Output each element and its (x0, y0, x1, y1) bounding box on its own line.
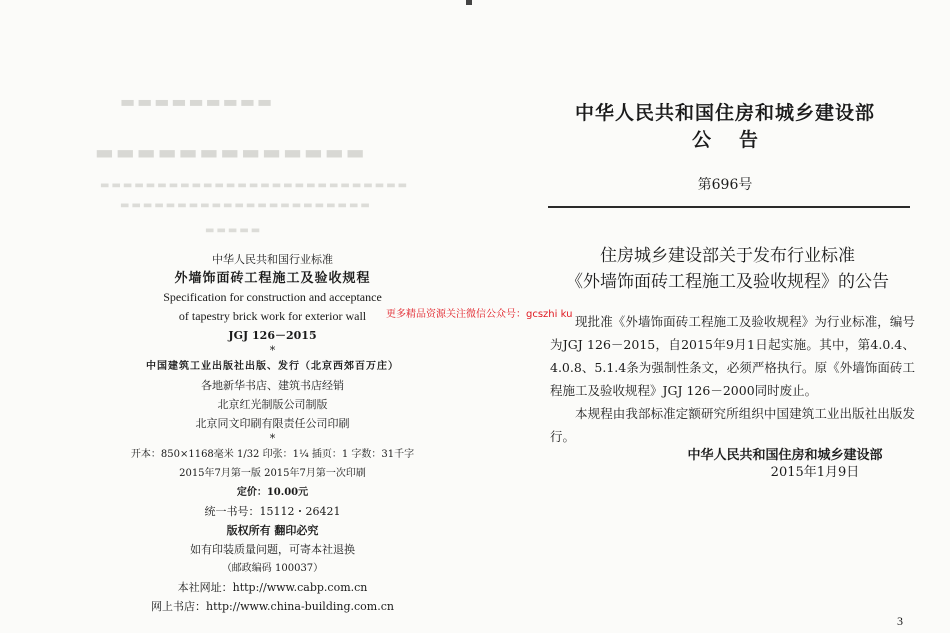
standard-code: JGJ 126－2015 (228, 329, 317, 342)
watermark-text: 更多精品资源关注微信公众号：gcszhi ku (386, 309, 573, 320)
separator-star: * (269, 344, 276, 357)
scan-mark (466, 0, 472, 5)
printer-line: 北京同文印刷有限责任公司印刷 (195, 417, 350, 430)
price-line: 定价：10.00元 (236, 487, 309, 498)
announcement-title-line-2: 《外墙饰面砖工程施工及验收规程》的公告 (566, 272, 889, 292)
announcement-paragraph: 现批准《外墙饰面砖工程施工及验收规程》为行业标准，编号为JGJ 126－2015，自2015年9月1日起实施。其中，第4.0.4、4.0.8、5.1.4条为强制性条文，必须严格执行。原《外墙饰面砖工程施工及验收规程》JGJ 126－2000同时废止。 (550, 314, 915, 398)
standard-series: 中华人民共和国行业标准 (212, 253, 333, 266)
book-number-line: 统一书号：15112・26421 (204, 505, 341, 518)
standard-title-cn: 外墙饰面砖工程施工及验收规程 (174, 271, 371, 286)
signature-date: 2015年1月9日 (770, 465, 860, 480)
standard-title-en-1: Specification for construction and acceptance (163, 290, 382, 304)
divider-rule (548, 206, 910, 208)
show-through-ghost: ▬▬▬▬▬▬▬▬▬▬▬▬▬▬▬▬▬▬▬▬▬▬▬▬▬▬▬ (100, 180, 410, 191)
issuing-organization: 中华人民共和国住房和城乡建设部 (574, 102, 875, 124)
announcement-title (555, 243, 900, 295)
edition-line: 2015年7月第一版 2015年7月第一次印刷 (179, 468, 366, 479)
announcement-heading: 公告 (691, 129, 786, 151)
publisher-line: 中国建筑工业出版社出版、发行（北京西郊百万庄） (146, 361, 399, 372)
standard-title-en-2: of tapestry brick work for exterior wall (178, 309, 367, 323)
announcement-number: 第696号 (697, 177, 753, 193)
online-store-line: 网上书店：http://www.china-building.com.cn (151, 600, 394, 613)
separator-star: * (269, 432, 276, 445)
copyright-line: 版权所有 翻印必究 (226, 524, 319, 537)
page-number: 3 (897, 614, 903, 628)
format-line: 开本：850×1168毫米 1/32 印张：1¼ 插页：1 字数：31千字 (130, 449, 415, 460)
typesetter-line: 北京红光制版公司制版 (217, 398, 328, 411)
signature-organization: 中华人民共和国住房和城乡建设部 (687, 448, 883, 463)
announcement-body (550, 310, 915, 448)
show-through-ghost: ▬▬▬▬▬▬▬▬▬ (120, 92, 275, 111)
postcode-line: （邮政编码 100037） (221, 563, 324, 574)
website-line: 本社网址：http://www.cabp.com.cn (177, 581, 368, 594)
quality-note-line: 如有印装质量问题，可寄本社退换 (190, 543, 355, 556)
show-through-ghost: ▬▬▬▬▬▬▬▬▬▬▬▬▬▬▬▬▬▬▬▬▬▬ (120, 200, 372, 211)
show-through-ghost: ▬▬▬▬▬ (205, 225, 263, 236)
announcement-title-line-1: 住房城乡建设部关于发布行业标准 (600, 246, 855, 266)
announcement-paragraph: 本规程由我部标准定额研究所组织中国建筑工业出版社出版发行。 (550, 406, 915, 444)
show-through-ghost: ▬▬▬▬▬▬▬▬▬▬▬▬▬ (95, 140, 367, 164)
distributor-line: 各地新华书店、建筑书店经销 (201, 379, 344, 392)
